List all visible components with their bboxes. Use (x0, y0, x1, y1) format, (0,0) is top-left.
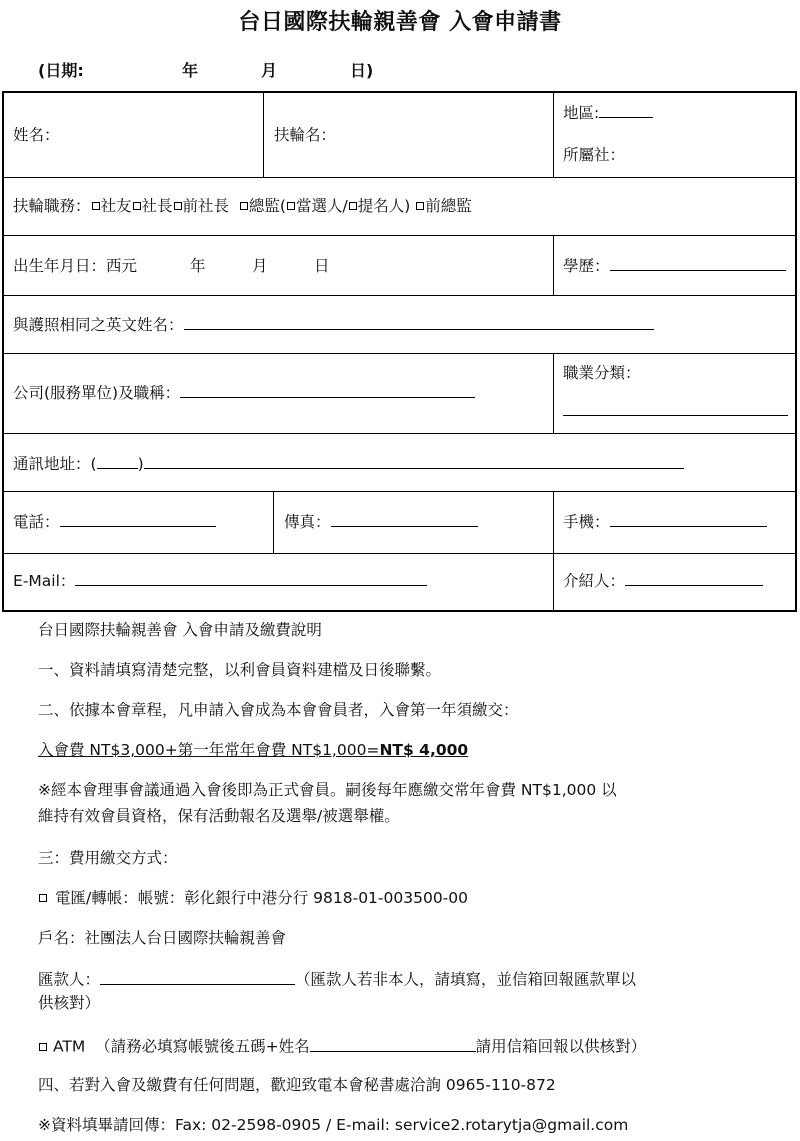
option-past-governor: 前總監 (425, 197, 472, 215)
english-name-label: 與護照相同之英文姓名： (13, 316, 184, 334)
account-name: 戶名：社團法人台日國際扶輪親善會 (38, 929, 287, 947)
option-member: 社友 (100, 197, 132, 215)
fax-cell[interactable] (273, 492, 553, 553)
mobile-field[interactable] (563, 510, 767, 532)
form-row-positions (4, 178, 795, 236)
birth-day-label: 日 (314, 257, 330, 275)
form-row-english-name (4, 296, 795, 354)
phone-blank[interactable] (60, 511, 216, 528)
fax-field[interactable] (284, 510, 478, 532)
form-row-birth (4, 236, 795, 296)
page-title: 台日國際扶輪親善會 入會申請書 (238, 10, 562, 35)
occupation-label: 職業分類： (563, 364, 641, 382)
atm-note-end: 請用信箱回報以供核對） (475, 1037, 647, 1056)
referrer-field[interactable] (563, 569, 763, 591)
form-row-name (4, 93, 795, 178)
instruction-item-1: 一、資料請填寫清楚完整，以利會員資料建檔及日後聯繫。 (38, 661, 442, 679)
form-row-email (4, 554, 795, 610)
company-cell[interactable] (4, 354, 553, 433)
application-form (2, 91, 797, 612)
email-cell[interactable] (4, 554, 553, 610)
region-club-cell (553, 93, 795, 177)
positions-field (13, 194, 472, 216)
birth-cell[interactable] (4, 236, 553, 295)
remitter-field (38, 968, 636, 991)
phone-cell[interactable] (4, 492, 273, 553)
name-cell[interactable] (4, 93, 263, 177)
instruction-item-4: 四、若對入會及繳費有任何問題，歡迎致電本會秘書處洽詢 0965-110-872 (38, 1076, 556, 1094)
checkbox-governor[interactable] (240, 202, 248, 210)
occupation-blank[interactable] (563, 399, 788, 416)
checkbox-member[interactable] (92, 202, 100, 210)
fax-label: 傳真： (284, 513, 331, 531)
form-row-address (4, 434, 795, 492)
rotary-name-label: 扶輪名： (274, 126, 337, 144)
referrer-label: 介紹人： (563, 572, 626, 590)
checkbox-past-president[interactable] (174, 202, 182, 210)
company-field[interactable] (13, 381, 475, 403)
option-past-president: 前社長 (182, 197, 230, 215)
date-day-label: 日) (350, 61, 374, 80)
membership-note-line-2: 維持有效會員資格，保有活動報名及選舉/被選舉權。 (38, 807, 400, 825)
region-label: 地區: (563, 104, 600, 122)
positions-label: 扶輪職務： (13, 197, 91, 215)
rotary-name-cell[interactable] (263, 93, 553, 177)
birth-label: 出生年月日：西元 (13, 257, 138, 275)
return-info: ※資料填畢請回傳：Fax: 02-2598-0905 / E-mail: service2.rotarytja@gmail.com (38, 1116, 629, 1134)
mobile-cell[interactable] (553, 492, 795, 553)
company-label: 公司(服務單位)及職稱： (13, 384, 181, 402)
birth-year-label: 年 (190, 257, 206, 275)
address-label: 通訊地址：( (13, 455, 97, 473)
fee-formula-text: 入會費 NT$3,000+第一年常年會費 NT$1,000= (38, 741, 380, 759)
referrer-cell[interactable] (553, 554, 795, 610)
mobile-label: 手機： (563, 513, 610, 531)
email-label: E-Mail： (13, 572, 76, 590)
checkbox-atm[interactable] (39, 1043, 47, 1051)
checkbox-past-governor[interactable] (416, 202, 424, 210)
region-blank[interactable] (599, 102, 653, 119)
fee-total: NT$ 4,000 (379, 741, 469, 759)
checkbox-transfer[interactable] (39, 894, 47, 902)
address-blank[interactable] (144, 453, 684, 470)
club-label: 所屬社： (563, 146, 626, 164)
education-label: 學歷： (563, 257, 610, 275)
transfer-text: 電匯/轉帳：帳號：彰化銀行中港分行 9818-01-003500-00 (55, 889, 468, 907)
english-name-blank[interactable] (184, 314, 654, 331)
checkbox-president[interactable] (133, 202, 141, 210)
birth-month-label: 月 (252, 257, 268, 275)
fee-formula (38, 740, 468, 761)
phone-label: 電話： (13, 513, 60, 531)
education-cell[interactable] (553, 236, 795, 295)
region-field[interactable] (563, 101, 653, 123)
membership-note-line-1: ※經本會理事會議通過入會後即為正式會員。嗣後每年應繳交常年會費 NT$1,000 以 (38, 781, 617, 799)
remitter-label: 匯款人： (38, 970, 101, 989)
atm-note: （請務必填寫帳號後五碼+姓名 (95, 1037, 310, 1056)
transfer-option (38, 888, 468, 909)
referrer-blank[interactable] (625, 570, 763, 587)
remitter-note: （匯款人若非本人，請填寫，並信箱回報匯款單以 (295, 970, 637, 989)
date-month-label: 月 (261, 61, 278, 80)
occupation-field[interactable] (563, 399, 788, 420)
phone-field[interactable] (13, 510, 216, 532)
mobile-blank[interactable] (610, 511, 767, 528)
instruction-item-3: 三：費用繳交方式： (38, 849, 178, 867)
remitter-note-2: 供核對） (38, 994, 101, 1012)
address-postal-blank[interactable] (97, 453, 138, 470)
english-name-field[interactable] (13, 313, 654, 335)
fax-blank[interactable] (331, 511, 478, 528)
date-year-label: 年 (182, 61, 199, 80)
form-row-phone (4, 492, 795, 554)
address-field[interactable] (13, 452, 684, 474)
email-blank[interactable] (75, 570, 427, 587)
checkbox-governor-elect[interactable] (287, 202, 295, 210)
instruction-item-2: 二、依據本會章程，凡申請入會成為本會會員者，入會第一年須繳交： (38, 701, 519, 719)
remitter-blank[interactable] (100, 968, 295, 985)
occupation-cell[interactable] (553, 354, 795, 433)
atm-label: ATM (53, 1037, 86, 1056)
education-field[interactable] (563, 254, 786, 276)
option-governor-nominee: 提名人) (357, 197, 411, 215)
instructions-heading: 台日國際扶輪親善會 入會申請及繳費說明 (38, 621, 322, 639)
form-row-company (4, 354, 795, 434)
date-label: (日期: (38, 61, 84, 80)
education-blank[interactable] (610, 255, 786, 272)
option-president: 社長 (141, 197, 173, 215)
option-governor-elect: 當選人/ (295, 197, 348, 215)
atm-option (38, 1035, 646, 1058)
address-close: ) (137, 455, 144, 473)
checkbox-governor-nominee[interactable] (349, 202, 357, 210)
email-field[interactable] (13, 569, 427, 591)
name-label: 姓名： (13, 126, 60, 144)
company-blank[interactable] (180, 382, 475, 399)
option-governor: 總監( (248, 197, 286, 215)
atm-blank[interactable] (310, 1035, 476, 1052)
